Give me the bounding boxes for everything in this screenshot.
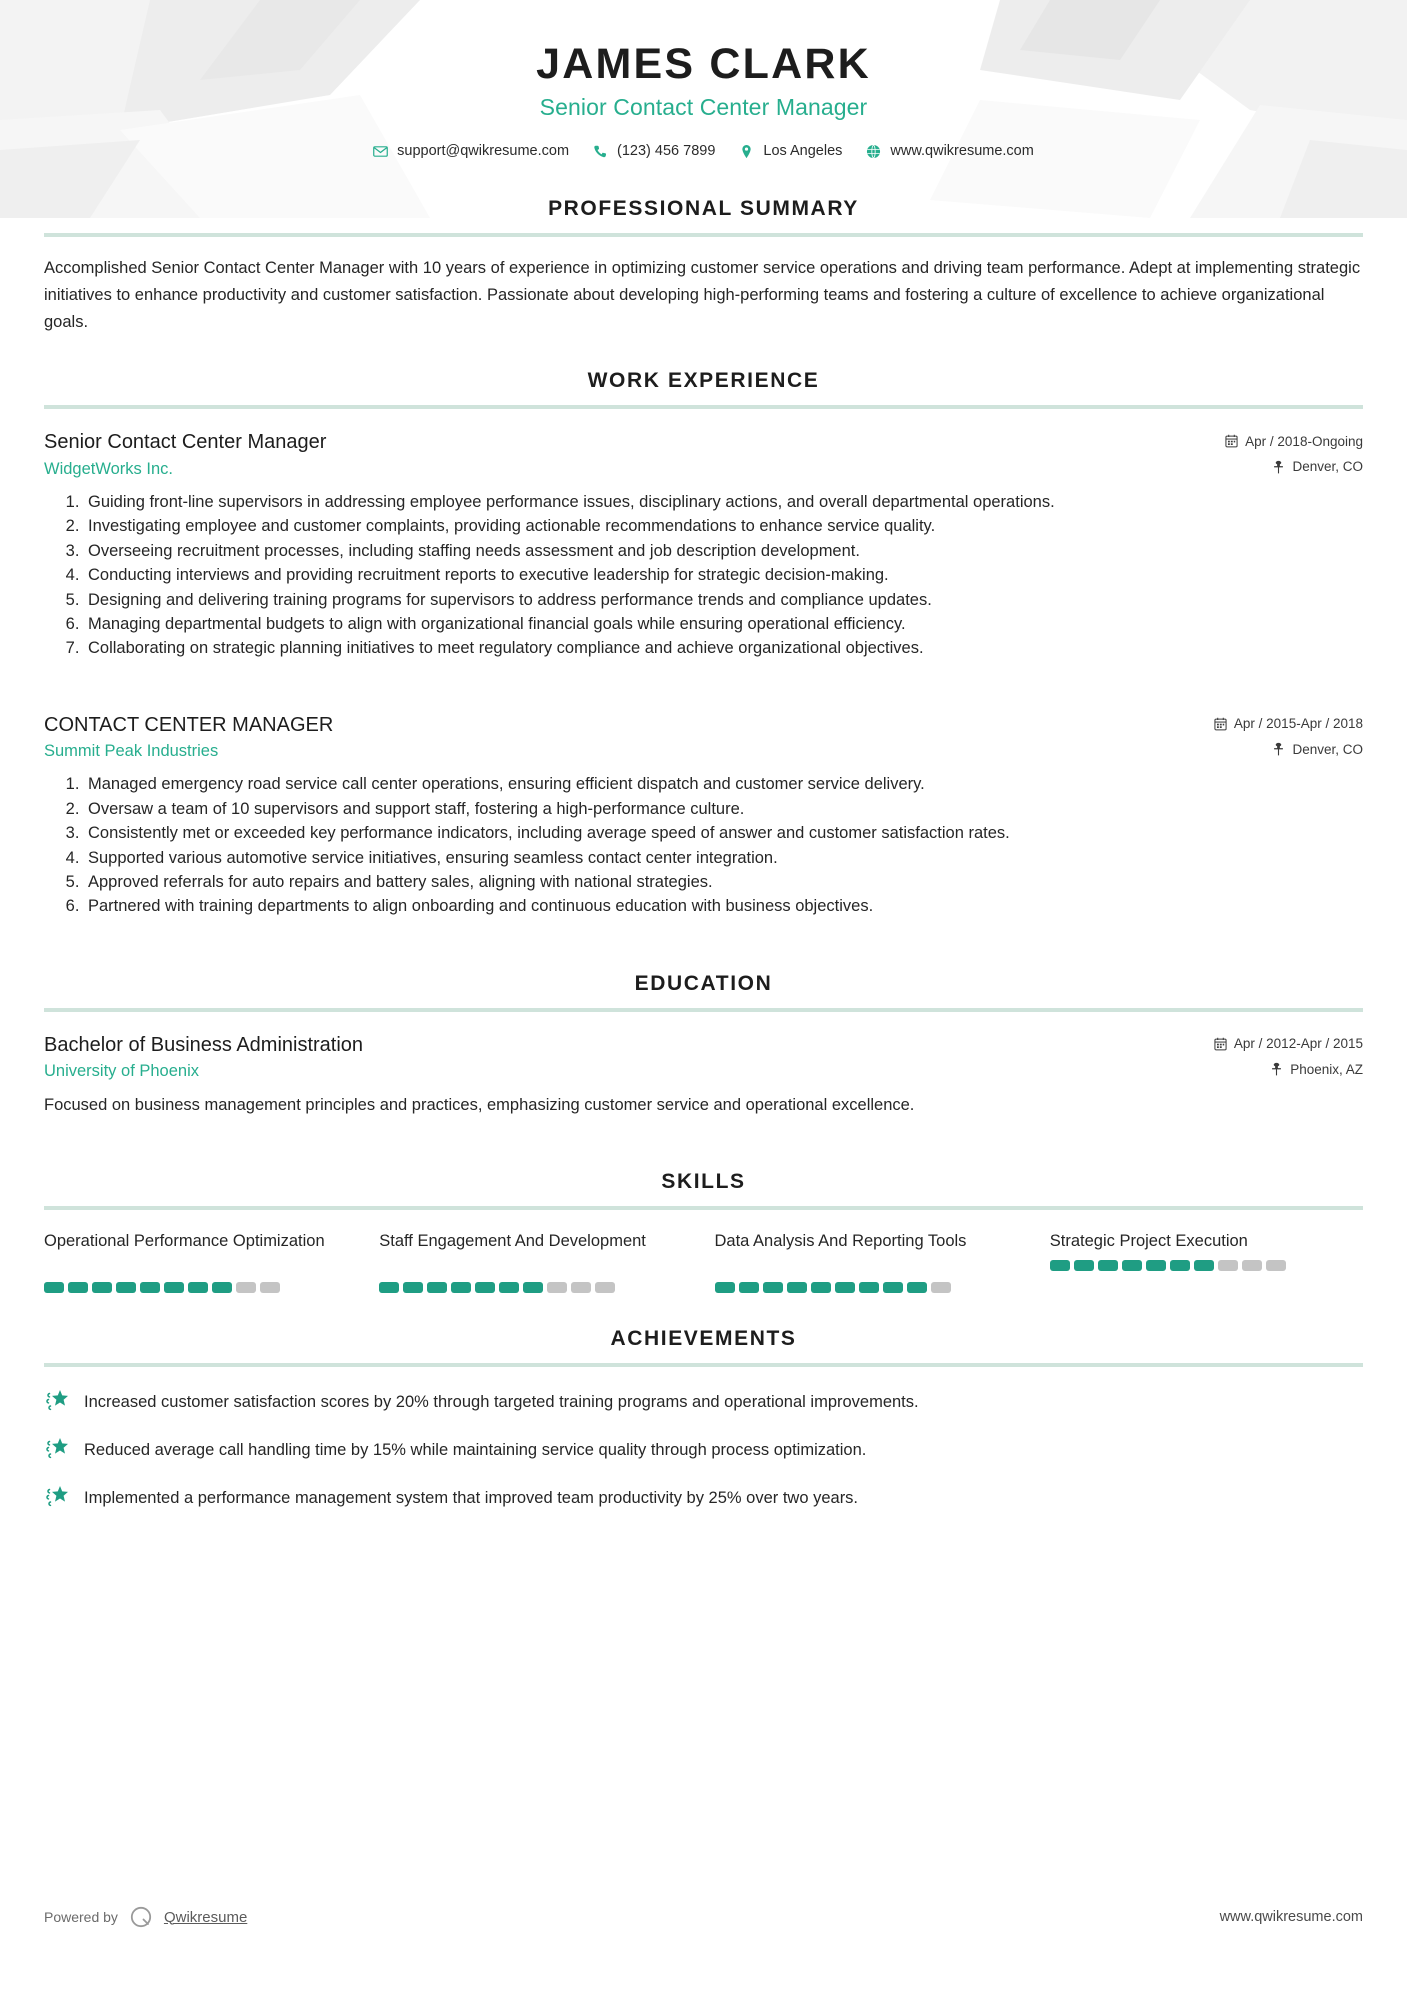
powered-by-label: Powered by — [44, 1909, 118, 1925]
skill-name: Operational Performance Optimization — [44, 1232, 325, 1251]
skill-segment — [811, 1282, 831, 1293]
skill-rating-bar — [1050, 1260, 1363, 1271]
achievement-item — [44, 1485, 1363, 1510]
job-dates — [1214, 716, 1363, 731]
candidate-role: Senior Contact Center Manager — [539, 94, 868, 121]
calendar-icon — [1225, 434, 1238, 448]
skill-segment — [763, 1282, 783, 1293]
skill-item — [379, 1230, 692, 1293]
section-title-skills: SKILLS — [661, 1170, 746, 1194]
qwikresume-logo-icon — [128, 1904, 154, 1930]
skill-name: Staff Engagement And Development — [379, 1232, 646, 1251]
skill-segment — [787, 1282, 807, 1293]
skill-segment — [1170, 1260, 1190, 1271]
achievement-item — [44, 1389, 1363, 1414]
education-location — [1270, 1062, 1363, 1077]
map-pin-icon — [1272, 460, 1285, 474]
skill-segment — [116, 1282, 136, 1293]
skill-segment — [1098, 1260, 1118, 1271]
skill-name: Data Analysis And Reporting Tools — [714, 1232, 967, 1251]
education-description: Focused on business management principles and practices, emphasizing customer service and operational excellence. — [44, 1096, 915, 1115]
skill-segment — [1266, 1260, 1286, 1271]
contact-location-value: Los Angeles — [763, 143, 843, 160]
skill-rating-bar — [379, 1282, 692, 1293]
job-location — [1272, 742, 1363, 757]
skill-segment — [451, 1282, 471, 1293]
skill-segment — [1050, 1260, 1070, 1271]
summary-text: Accomplished Senior Contact Center Manager with 10 years of experience in optimizing customer service operations and driving team performance. Adept at implementing strategic initiatives to enhance productivity and customer satisfaction. Passionate about developing high-performing teams and fostering a culture of excellence to achieve organizational goals. — [44, 259, 1361, 331]
school-name: University of Phoenix — [44, 1062, 199, 1081]
list-item: 1. Managed emergency road service call center operations, ensuring efficient dispatch and customer service delivery. — [84, 773, 1363, 796]
contact-phone[interactable] — [593, 143, 715, 159]
skill-segment — [427, 1282, 447, 1293]
list-item: 2. Oversaw a team of 10 supervisors and support staff, fostering a high-performance culture. — [84, 798, 1363, 821]
calendar-icon — [1214, 717, 1227, 731]
skill-item — [1050, 1230, 1363, 1293]
envelope-icon — [373, 144, 388, 159]
globe-icon — [866, 144, 881, 159]
job-dates-value: Apr / 2018-Ongoing — [1245, 433, 1363, 449]
skill-item — [44, 1230, 357, 1293]
job-responsibilities — [44, 491, 1363, 661]
location-pin-icon — [739, 144, 754, 159]
contact-row — [0, 143, 1407, 159]
contact-website-value: www.qwikresume.com — [890, 143, 1034, 160]
skill-segment — [595, 1282, 615, 1293]
skill-segment — [859, 1282, 879, 1293]
education-entry — [44, 1034, 1363, 1118]
contact-email-value: support@qwikresume.com — [397, 143, 570, 160]
section-work-experience — [0, 369, 1407, 918]
skill-rating-bar — [715, 1282, 1028, 1293]
section-education — [0, 972, 1407, 1118]
section-title-experience: WORK EXPERIENCE — [587, 369, 820, 393]
experience-entry — [44, 714, 1363, 919]
education-dates — [1214, 1036, 1363, 1051]
skill-segment — [164, 1282, 184, 1293]
skill-segment — [140, 1282, 160, 1293]
skill-segment — [739, 1282, 759, 1293]
calendar-icon — [1214, 1037, 1227, 1051]
skill-segment — [931, 1282, 951, 1293]
skill-segment — [523, 1282, 543, 1293]
skills-grid — [44, 1230, 1363, 1293]
section-divider — [44, 405, 1363, 409]
contact-email[interactable] — [373, 143, 569, 159]
skill-segment — [907, 1282, 927, 1293]
skill-segment — [715, 1282, 735, 1293]
skill-segment — [1242, 1260, 1262, 1271]
job-title: CONTACT CENTER MANAGER — [44, 713, 334, 736]
page-footer — [44, 1904, 1363, 1930]
skill-segment — [212, 1282, 232, 1293]
skill-segment — [236, 1282, 256, 1293]
contact-website[interactable] — [866, 143, 1033, 159]
skill-segment — [1194, 1260, 1214, 1271]
section-divider — [44, 233, 1363, 237]
skill-segment — [499, 1282, 519, 1293]
job-title: Senior Contact Center Manager — [44, 431, 327, 454]
skill-rating-bar — [44, 1282, 357, 1293]
map-pin-icon — [1270, 1062, 1283, 1076]
skill-segment — [1146, 1260, 1166, 1271]
skill-name: Strategic Project Execution — [1049, 1232, 1248, 1251]
achievement-text: Reduced average call handling time by 15% while maintaining service quality through process optimization. — [84, 1441, 867, 1460]
star-icon — [44, 1387, 70, 1413]
contact-phone-value: (123) 456 7899 — [617, 143, 716, 160]
list-item: 3. Overseeing recruitment processes, including staffing needs assessment and job description development. — [84, 540, 1363, 563]
footer-branding — [44, 1904, 247, 1930]
job-location-value: Denver, CO — [1292, 741, 1363, 757]
education-dates-value: Apr / 2012-Apr / 2015 — [1233, 1036, 1363, 1052]
skill-segment — [475, 1282, 495, 1293]
list-item: 4. Conducting interviews and providing recruitment reports to executive leadership for strategic decision-making. — [84, 564, 1363, 587]
job-dates-value: Apr / 2015-Apr / 2018 — [1233, 716, 1363, 732]
company-name: Summit Peak Industries — [44, 742, 219, 761]
contact-location — [739, 143, 842, 159]
list-item: 5. Approved referrals for auto repairs and battery sales, aligning with national strategies. — [84, 871, 1363, 894]
achievement-text: Increased customer satisfaction scores by 20% through targeted training programs and operational improvements. — [84, 1393, 919, 1412]
section-divider — [44, 1008, 1363, 1012]
list-item: 2. Investigating employee and customer complaints, providing actionable recommendations to enhance service quality. — [84, 515, 1363, 538]
section-professional-summary — [0, 197, 1407, 335]
skill-segment — [92, 1282, 112, 1293]
section-achievements — [0, 1327, 1407, 1510]
section-divider — [44, 1206, 1363, 1210]
job-dates — [1225, 434, 1363, 449]
section-title-summary: PROFESSIONAL SUMMARY — [548, 197, 859, 221]
skill-segment — [1074, 1260, 1094, 1271]
experience-entry — [44, 431, 1363, 660]
degree-title: Bachelor of Business Administration — [44, 1033, 364, 1056]
footer-website[interactable]: www.qwikresume.com — [1219, 1909, 1363, 1925]
list-item: 6. Managing departmental budgets to align with organizational financial goals while ensuring operational efficiency. — [84, 613, 1363, 636]
skill-segment — [571, 1282, 591, 1293]
list-item: 1. Guiding front-line supervisors in addressing employee performance issues, disciplinary actions, and overall departmental operations. — [84, 491, 1363, 514]
section-divider — [44, 1363, 1363, 1367]
section-skills — [0, 1170, 1407, 1293]
phone-icon — [593, 144, 608, 159]
job-responsibilities — [44, 773, 1363, 919]
candidate-name: JAMES CLARK — [536, 40, 871, 88]
achievements-list — [44, 1389, 1363, 1510]
skill-segment — [883, 1282, 903, 1293]
section-title-achievements: ACHIEVEMENTS — [610, 1327, 797, 1351]
map-pin-icon — [1272, 742, 1285, 756]
list-item: 7. Collaborating on strategic planning initiatives to meet regulatory compliance and achieve organizational objectives. — [84, 637, 1363, 660]
achievement-text: Implemented a performance management system that improved team productivity by 25% over two years. — [84, 1489, 859, 1508]
skill-segment — [547, 1282, 567, 1293]
skill-segment — [1122, 1260, 1142, 1271]
list-item: 3. Consistently met or exceeded key performance indicators, including average speed of answer and customer satisfaction rates. — [84, 822, 1363, 845]
job-location-value: Denver, CO — [1292, 459, 1363, 475]
company-name: WidgetWorks Inc. — [44, 459, 173, 478]
skill-segment — [379, 1282, 399, 1293]
skill-segment — [44, 1282, 64, 1293]
section-title-education: EDUCATION — [634, 971, 773, 995]
skill-segment — [835, 1282, 855, 1293]
list-item: 5. Designing and delivering training programs for supervisors to address performance trends and compliance updates. — [84, 589, 1363, 612]
resume-header — [0, 0, 1407, 159]
education-location-value: Phoenix, AZ — [1290, 1061, 1363, 1077]
skill-segment — [188, 1282, 208, 1293]
star-icon — [44, 1483, 70, 1509]
skill-segment — [68, 1282, 88, 1293]
list-item: 4. Supported various automotive service initiatives, ensuring seamless contact center integration. — [84, 847, 1363, 870]
star-icon — [44, 1435, 70, 1461]
achievement-item — [44, 1437, 1363, 1462]
skill-segment — [403, 1282, 423, 1293]
skill-segment — [260, 1282, 280, 1293]
job-location — [1272, 459, 1363, 474]
skill-segment — [1218, 1260, 1238, 1271]
list-item: 6. Partnered with training departments to align onboarding and continuous education with business objectives. — [84, 895, 1363, 918]
skill-item — [715, 1230, 1028, 1293]
brand-name[interactable]: Qwikresume — [163, 1908, 248, 1926]
